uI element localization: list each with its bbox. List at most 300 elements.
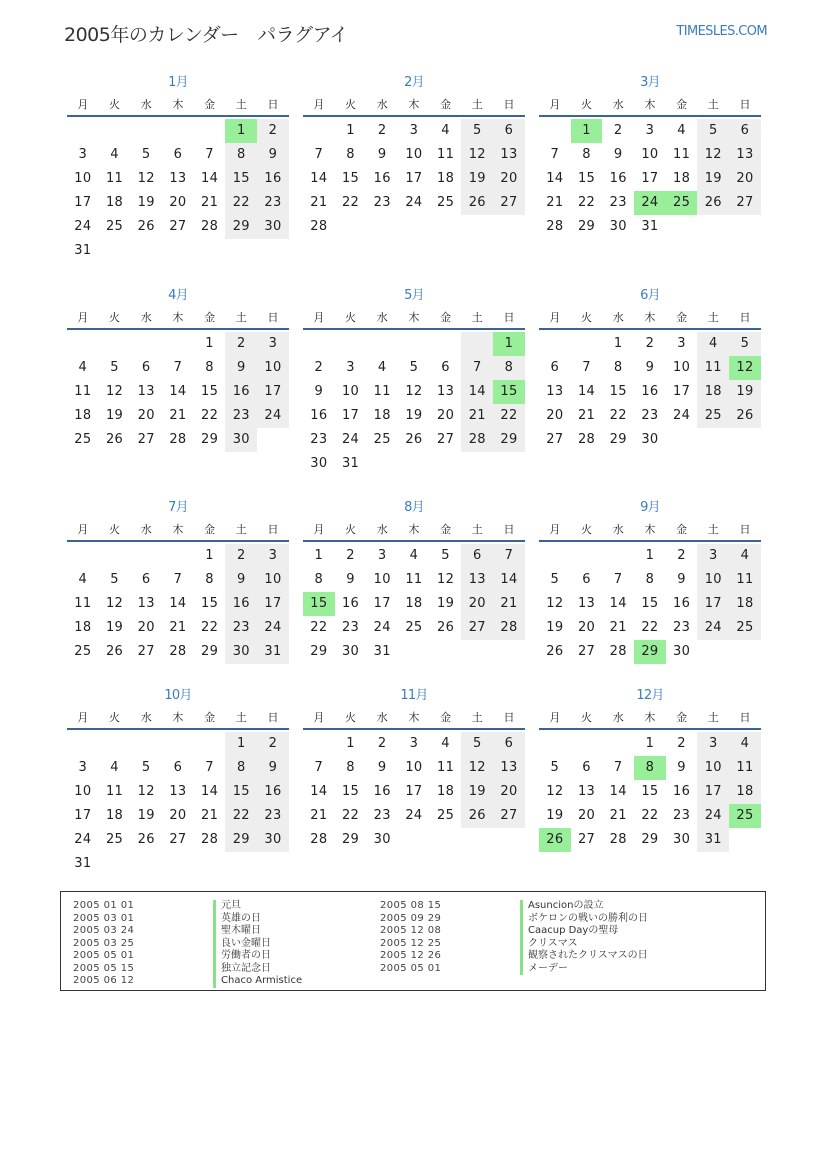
day-cell[interactable]: 27 bbox=[577, 832, 596, 847]
day-cell[interactable]: 17 bbox=[74, 195, 92, 210]
day-cell[interactable]: 4 bbox=[441, 123, 450, 138]
day-cell[interactable]: 15 bbox=[225, 167, 257, 191]
day-cell[interactable]: 5 bbox=[409, 360, 419, 375]
day-cell[interactable]: 18 bbox=[437, 171, 455, 186]
day-cell[interactable]: 8 bbox=[205, 572, 214, 587]
day-cell[interactable]: 28 bbox=[201, 219, 219, 234]
day-cell[interactable]: 10 bbox=[405, 147, 423, 162]
day-cell[interactable]: 9 bbox=[225, 568, 257, 592]
day-cell[interactable]: 17 bbox=[341, 408, 360, 423]
day-cell[interactable]: 19 bbox=[437, 596, 455, 611]
day-cell[interactable]: 5 bbox=[441, 548, 450, 563]
day-cell[interactable]: 27 bbox=[461, 616, 493, 640]
day-cell[interactable]: 25 bbox=[74, 644, 92, 659]
day-cell[interactable]: 5 bbox=[141, 147, 151, 162]
day-cell[interactable]: 28 bbox=[169, 432, 187, 447]
day-cell[interactable]: 10 bbox=[373, 572, 391, 587]
day-cell[interactable]: 15 bbox=[341, 784, 360, 799]
day-cell[interactable]: 4 bbox=[677, 123, 686, 138]
day-cell[interactable]: 16 bbox=[373, 171, 391, 186]
day-cell[interactable]: 9 bbox=[225, 356, 257, 380]
day-cell[interactable]: 12 bbox=[546, 596, 564, 611]
day-cell[interactable]: 28 bbox=[169, 644, 187, 659]
day-cell[interactable]: 26 bbox=[437, 620, 455, 635]
day-cell[interactable]: 10 bbox=[673, 360, 691, 375]
day-cell[interactable]: 2 bbox=[314, 360, 324, 375]
day-cell[interactable]: 31 bbox=[74, 856, 92, 871]
day-cell[interactable]: 28 bbox=[310, 219, 328, 234]
day-cell[interactable]: 29 bbox=[641, 832, 659, 847]
day-cell[interactable]: 21 bbox=[546, 195, 564, 210]
day-cell[interactable]: 8 bbox=[493, 356, 525, 380]
day-cell[interactable]: 6 bbox=[141, 572, 151, 587]
day-cell[interactable]: 28 bbox=[493, 616, 525, 640]
day-cell[interactable]: 1 bbox=[613, 336, 623, 351]
day-cell[interactable]: 11 bbox=[74, 384, 92, 399]
day-cell[interactable]: 17 bbox=[257, 380, 289, 404]
day-cell[interactable]: 6 bbox=[173, 760, 183, 775]
day-cell[interactable]: 29 bbox=[341, 832, 360, 847]
day-cell[interactable]: 6 bbox=[141, 360, 151, 375]
day-cell[interactable]: 20 bbox=[169, 808, 187, 823]
day-cell[interactable]: 15 bbox=[493, 380, 525, 404]
day-cell[interactable]: 16 bbox=[257, 780, 289, 804]
day-cell[interactable]: 5 bbox=[110, 572, 119, 587]
day-cell[interactable]: 21 bbox=[577, 408, 596, 423]
day-cell[interactable]: 18 bbox=[373, 408, 391, 423]
day-cell[interactable]: 16 bbox=[673, 784, 691, 799]
day-cell[interactable]: 2 bbox=[346, 548, 355, 563]
day-cell[interactable]: 12 bbox=[105, 384, 124, 399]
day-cell[interactable]: 19 bbox=[729, 380, 761, 404]
day-cell[interactable]: 26 bbox=[105, 644, 124, 659]
day-cell[interactable]: 29 bbox=[225, 828, 257, 852]
day-cell[interactable]: 2 bbox=[645, 336, 655, 351]
day-cell[interactable]: 23 bbox=[257, 191, 289, 215]
day-cell[interactable]: 15 bbox=[341, 171, 360, 186]
day-cell[interactable]: 14 bbox=[169, 596, 187, 611]
day-cell[interactable]: 8 bbox=[613, 360, 623, 375]
day-cell[interactable]: 16 bbox=[373, 784, 391, 799]
day-cell[interactable]: 12 bbox=[105, 596, 124, 611]
day-cell[interactable]: 15 bbox=[201, 596, 219, 611]
day-cell[interactable]: 24 bbox=[697, 804, 729, 828]
day-cell[interactable]: 23 bbox=[609, 195, 627, 210]
day-cell[interactable]: 21 bbox=[310, 808, 328, 823]
day-cell[interactable]: 13 bbox=[577, 784, 596, 799]
day-cell[interactable]: 17 bbox=[257, 592, 289, 616]
day-cell[interactable]: 6 bbox=[729, 119, 761, 143]
day-cell[interactable]: 2 bbox=[377, 123, 387, 138]
day-cell[interactable]: 3 bbox=[409, 736, 419, 751]
day-cell[interactable]: 10 bbox=[697, 568, 729, 592]
day-cell[interactable]: 29 bbox=[493, 428, 525, 452]
day-cell[interactable]: 26 bbox=[539, 828, 571, 852]
day-cell[interactable]: 11 bbox=[105, 171, 124, 186]
day-cell[interactable]: 24 bbox=[634, 191, 666, 215]
day-cell[interactable]: 7 bbox=[173, 572, 183, 587]
day-cell[interactable]: 30 bbox=[673, 644, 691, 659]
day-cell[interactable]: 30 bbox=[225, 428, 257, 452]
day-cell[interactable]: 13 bbox=[546, 384, 564, 399]
day-cell[interactable]: 28 bbox=[577, 432, 596, 447]
day-cell[interactable]: 1 bbox=[225, 119, 257, 143]
day-cell[interactable]: 3 bbox=[257, 544, 289, 568]
site-link[interactable]: TIMESLES.COM bbox=[676, 24, 767, 39]
day-cell[interactable]: 15 bbox=[641, 784, 659, 799]
day-cell[interactable]: 14 bbox=[546, 171, 564, 186]
day-cell[interactable]: 30 bbox=[257, 215, 289, 239]
day-cell[interactable]: 19 bbox=[137, 195, 155, 210]
day-cell[interactable]: 3 bbox=[697, 732, 729, 756]
day-cell[interactable]: 14 bbox=[493, 568, 525, 592]
day-cell[interactable]: 8 bbox=[225, 756, 257, 780]
day-cell[interactable]: 18 bbox=[729, 780, 761, 804]
day-cell[interactable]: 7 bbox=[205, 147, 214, 162]
day-cell[interactable]: 9 bbox=[645, 360, 655, 375]
day-cell[interactable]: 4 bbox=[78, 360, 88, 375]
day-cell[interactable]: 13 bbox=[461, 568, 493, 592]
day-cell[interactable]: 19 bbox=[546, 620, 564, 635]
day-cell[interactable]: 30 bbox=[641, 432, 659, 447]
day-cell[interactable]: 23 bbox=[257, 804, 289, 828]
day-cell[interactable]: 10 bbox=[641, 147, 659, 162]
day-cell[interactable]: 18 bbox=[729, 592, 761, 616]
day-cell[interactable]: 3 bbox=[697, 544, 729, 568]
day-cell[interactable]: 17 bbox=[697, 780, 729, 804]
day-cell[interactable]: 1 bbox=[645, 548, 655, 563]
day-cell[interactable]: 10 bbox=[257, 356, 289, 380]
day-cell[interactable]: 7 bbox=[205, 760, 214, 775]
day-cell[interactable]: 24 bbox=[673, 408, 691, 423]
day-cell[interactable]: 17 bbox=[373, 596, 391, 611]
day-cell[interactable]: 9 bbox=[677, 760, 686, 775]
day-cell[interactable]: 23 bbox=[641, 408, 659, 423]
day-cell[interactable]: 19 bbox=[105, 408, 124, 423]
day-cell[interactable]: 15 bbox=[201, 384, 219, 399]
day-cell[interactable]: 19 bbox=[461, 780, 493, 804]
day-cell[interactable]: 16 bbox=[310, 408, 328, 423]
day-cell[interactable]: 17 bbox=[405, 784, 423, 799]
day-cell[interactable]: 16 bbox=[641, 384, 659, 399]
day-cell[interactable]: 17 bbox=[697, 592, 729, 616]
day-cell[interactable]: 17 bbox=[74, 808, 92, 823]
day-cell[interactable]: 7 bbox=[493, 544, 525, 568]
day-cell[interactable]: 5 bbox=[110, 360, 119, 375]
day-cell[interactable]: 7 bbox=[613, 572, 623, 587]
day-cell[interactable]: 27 bbox=[437, 432, 455, 447]
day-cell[interactable]: 2 bbox=[377, 736, 387, 751]
day-cell[interactable]: 28 bbox=[609, 644, 627, 659]
day-cell[interactable]: 18 bbox=[74, 408, 92, 423]
day-cell[interactable]: 1 bbox=[493, 332, 525, 356]
day-cell[interactable]: 6 bbox=[550, 360, 560, 375]
day-cell[interactable]: 1 bbox=[205, 336, 214, 351]
day-cell[interactable]: 24 bbox=[697, 616, 729, 640]
day-cell[interactable]: 7 bbox=[314, 760, 324, 775]
day-cell[interactable]: 2 bbox=[257, 119, 289, 143]
day-cell[interactable]: 3 bbox=[409, 123, 419, 138]
day-cell[interactable]: 18 bbox=[74, 620, 92, 635]
day-cell[interactable]: 19 bbox=[137, 808, 155, 823]
day-cell[interactable]: 11 bbox=[437, 760, 455, 775]
day-cell[interactable]: 22 bbox=[609, 408, 627, 423]
day-cell[interactable]: 5 bbox=[729, 332, 761, 356]
day-cell[interactable]: 14 bbox=[609, 784, 627, 799]
day-cell[interactable]: 2 bbox=[677, 548, 686, 563]
day-cell[interactable]: 7 bbox=[613, 760, 623, 775]
day-cell[interactable]: 7 bbox=[461, 356, 493, 380]
day-cell[interactable]: 16 bbox=[225, 592, 257, 616]
day-cell[interactable]: 21 bbox=[609, 808, 627, 823]
day-cell[interactable]: 22 bbox=[225, 804, 257, 828]
day-cell[interactable]: 6 bbox=[493, 732, 525, 756]
day-cell[interactable]: 4 bbox=[377, 360, 387, 375]
day-cell[interactable]: 3 bbox=[677, 336, 686, 351]
day-cell[interactable]: 1 bbox=[205, 548, 214, 563]
day-cell[interactable]: 23 bbox=[225, 404, 257, 428]
day-cell[interactable]: 14 bbox=[169, 384, 187, 399]
day-cell[interactable]: 18 bbox=[437, 784, 455, 799]
day-cell[interactable]: 7 bbox=[173, 360, 183, 375]
day-cell[interactable]: 23 bbox=[225, 616, 257, 640]
day-cell[interactable]: 5 bbox=[461, 732, 493, 756]
day-cell[interactable]: 9 bbox=[257, 756, 289, 780]
day-cell[interactable]: 28 bbox=[201, 832, 219, 847]
day-cell[interactable]: 20 bbox=[493, 780, 525, 804]
day-cell[interactable]: 10 bbox=[405, 760, 423, 775]
day-cell[interactable]: 22 bbox=[225, 191, 257, 215]
day-cell[interactable]: 10 bbox=[341, 384, 360, 399]
day-cell[interactable]: 20 bbox=[729, 167, 761, 191]
day-cell[interactable]: 12 bbox=[546, 784, 564, 799]
day-cell[interactable]: 22 bbox=[341, 195, 360, 210]
day-cell[interactable]: 14 bbox=[577, 384, 596, 399]
day-cell[interactable]: 19 bbox=[461, 167, 493, 191]
day-cell[interactable]: 2 bbox=[677, 736, 686, 751]
day-cell[interactable]: 30 bbox=[609, 219, 627, 234]
day-cell[interactable]: 20 bbox=[137, 620, 155, 635]
day-cell[interactable]: 25 bbox=[729, 804, 761, 828]
day-cell[interactable]: 1 bbox=[346, 736, 355, 751]
day-cell[interactable]: 20 bbox=[461, 592, 493, 616]
day-cell[interactable]: 25 bbox=[437, 195, 455, 210]
day-cell[interactable]: 27 bbox=[546, 432, 564, 447]
day-cell[interactable]: 18 bbox=[105, 808, 124, 823]
day-cell[interactable]: 27 bbox=[137, 644, 155, 659]
day-cell[interactable]: 27 bbox=[577, 644, 596, 659]
day-cell[interactable]: 3 bbox=[377, 548, 387, 563]
day-cell[interactable]: 7 bbox=[582, 360, 591, 375]
day-cell[interactable]: 25 bbox=[74, 432, 92, 447]
day-cell[interactable]: 9 bbox=[377, 760, 387, 775]
day-cell[interactable]: 17 bbox=[405, 171, 423, 186]
day-cell[interactable]: 5 bbox=[550, 572, 560, 587]
day-cell[interactable]: 29 bbox=[310, 644, 328, 659]
day-cell[interactable]: 28 bbox=[609, 832, 627, 847]
day-cell[interactable]: 20 bbox=[546, 408, 564, 423]
day-cell[interactable]: 1 bbox=[645, 736, 655, 751]
day-cell[interactable]: 1 bbox=[225, 732, 257, 756]
day-cell[interactable]: 3 bbox=[257, 332, 289, 356]
day-cell[interactable]: 30 bbox=[373, 832, 391, 847]
day-cell[interactable]: 21 bbox=[493, 592, 525, 616]
day-cell[interactable]: 6 bbox=[493, 119, 525, 143]
day-cell[interactable]: 11 bbox=[729, 756, 761, 780]
day-cell[interactable]: 1 bbox=[314, 548, 324, 563]
day-cell[interactable]: 21 bbox=[310, 195, 328, 210]
day-cell[interactable]: 24 bbox=[74, 832, 92, 847]
day-cell[interactable]: 2 bbox=[225, 332, 257, 356]
day-cell[interactable]: 14 bbox=[201, 784, 219, 799]
day-cell[interactable]: 23 bbox=[673, 620, 691, 635]
day-cell[interactable]: 30 bbox=[225, 640, 257, 664]
day-cell[interactable]: 4 bbox=[110, 147, 119, 162]
day-cell[interactable]: 23 bbox=[310, 432, 328, 447]
day-cell[interactable]: 10 bbox=[257, 568, 289, 592]
day-cell[interactable]: 24 bbox=[257, 404, 289, 428]
day-cell[interactable]: 14 bbox=[201, 171, 219, 186]
day-cell[interactable]: 24 bbox=[405, 808, 423, 823]
day-cell[interactable]: 5 bbox=[697, 119, 729, 143]
day-cell[interactable]: 8 bbox=[314, 572, 324, 587]
day-cell[interactable]: 22 bbox=[201, 408, 219, 423]
day-cell[interactable]: 18 bbox=[105, 195, 124, 210]
day-cell[interactable]: 8 bbox=[645, 572, 655, 587]
day-cell[interactable]: 14 bbox=[609, 596, 627, 611]
day-cell[interactable]: 28 bbox=[546, 219, 564, 234]
day-cell[interactable]: 25 bbox=[373, 432, 391, 447]
day-cell[interactable]: 27 bbox=[169, 219, 187, 234]
day-cell[interactable]: 11 bbox=[673, 147, 691, 162]
day-cell[interactable]: 4 bbox=[78, 572, 88, 587]
day-cell[interactable]: 23 bbox=[673, 808, 691, 823]
day-cell[interactable]: 22 bbox=[201, 620, 219, 635]
day-cell[interactable]: 15 bbox=[577, 171, 596, 186]
day-cell[interactable]: 29 bbox=[225, 215, 257, 239]
day-cell[interactable]: 11 bbox=[74, 596, 92, 611]
day-cell[interactable]: 19 bbox=[697, 167, 729, 191]
day-cell[interactable]: 5 bbox=[461, 119, 493, 143]
day-cell[interactable]: 25 bbox=[437, 808, 455, 823]
day-cell[interactable]: 23 bbox=[373, 195, 391, 210]
day-cell[interactable]: 4 bbox=[110, 760, 119, 775]
day-cell[interactable]: 13 bbox=[169, 171, 187, 186]
day-cell[interactable]: 7 bbox=[550, 147, 560, 162]
day-cell[interactable]: 16 bbox=[673, 596, 691, 611]
day-cell[interactable]: 26 bbox=[137, 219, 155, 234]
day-cell[interactable]: 1 bbox=[571, 119, 603, 143]
day-cell[interactable]: 15 bbox=[225, 780, 257, 804]
day-cell[interactable]: 26 bbox=[405, 432, 423, 447]
day-cell[interactable]: 28 bbox=[310, 832, 328, 847]
day-cell[interactable]: 13 bbox=[169, 784, 187, 799]
day-cell[interactable]: 3 bbox=[346, 360, 355, 375]
day-cell[interactable]: 7 bbox=[314, 147, 324, 162]
day-cell[interactable]: 16 bbox=[257, 167, 289, 191]
day-cell[interactable]: 6 bbox=[173, 147, 183, 162]
day-cell[interactable]: 10 bbox=[74, 171, 92, 186]
day-cell[interactable]: 13 bbox=[437, 384, 455, 399]
day-cell[interactable]: 26 bbox=[729, 404, 761, 428]
day-cell[interactable]: 29 bbox=[201, 644, 219, 659]
day-cell[interactable]: 18 bbox=[697, 380, 729, 404]
day-cell[interactable]: 31 bbox=[373, 644, 391, 659]
day-cell[interactable]: 3 bbox=[78, 760, 88, 775]
day-cell[interactable]: 13 bbox=[137, 596, 155, 611]
day-cell[interactable]: 8 bbox=[346, 147, 355, 162]
day-cell[interactable]: 15 bbox=[609, 384, 627, 399]
day-cell[interactable]: 18 bbox=[405, 596, 423, 611]
day-cell[interactable]: 6 bbox=[441, 360, 450, 375]
day-cell[interactable]: 11 bbox=[405, 572, 423, 587]
day-cell[interactable]: 9 bbox=[377, 147, 387, 162]
day-cell[interactable]: 30 bbox=[341, 644, 360, 659]
day-cell[interactable]: 23 bbox=[373, 808, 391, 823]
day-cell[interactable]: 11 bbox=[373, 384, 391, 399]
day-cell[interactable]: 2 bbox=[225, 544, 257, 568]
day-cell[interactable]: 6 bbox=[582, 760, 591, 775]
day-cell[interactable]: 13 bbox=[729, 143, 761, 167]
day-cell[interactable]: 27 bbox=[729, 191, 761, 215]
day-cell[interactable]: 20 bbox=[169, 195, 187, 210]
day-cell[interactable]: 21 bbox=[169, 620, 187, 635]
day-cell[interactable]: 11 bbox=[729, 568, 761, 592]
day-cell[interactable]: 20 bbox=[577, 620, 596, 635]
day-cell[interactable]: 19 bbox=[405, 408, 423, 423]
day-cell[interactable]: 29 bbox=[201, 432, 219, 447]
day-cell[interactable]: 30 bbox=[310, 456, 328, 471]
day-cell[interactable]: 8 bbox=[634, 756, 666, 780]
day-cell[interactable]: 11 bbox=[697, 356, 729, 380]
day-cell[interactable]: 20 bbox=[577, 808, 596, 823]
day-cell[interactable]: 26 bbox=[461, 804, 493, 828]
day-cell[interactable]: 31 bbox=[74, 243, 92, 258]
day-cell[interactable]: 12 bbox=[461, 756, 493, 780]
day-cell[interactable]: 11 bbox=[105, 784, 124, 799]
day-cell[interactable]: 26 bbox=[461, 191, 493, 215]
day-cell[interactable]: 9 bbox=[346, 572, 355, 587]
day-cell[interactable]: 27 bbox=[493, 804, 525, 828]
day-cell[interactable]: 26 bbox=[546, 644, 564, 659]
day-cell[interactable]: 25 bbox=[729, 616, 761, 640]
day-cell[interactable]: 8 bbox=[346, 760, 355, 775]
day-cell[interactable]: 14 bbox=[310, 171, 328, 186]
day-cell[interactable]: 12 bbox=[137, 171, 155, 186]
day-cell[interactable]: 24 bbox=[74, 219, 92, 234]
day-cell[interactable]: 2 bbox=[613, 123, 623, 138]
day-cell[interactable]: 6 bbox=[461, 544, 493, 568]
day-cell[interactable]: 30 bbox=[673, 832, 691, 847]
day-cell[interactable]: 11 bbox=[437, 147, 455, 162]
day-cell[interactable]: 13 bbox=[137, 384, 155, 399]
day-cell[interactable]: 25 bbox=[666, 191, 698, 215]
day-cell[interactable]: 13 bbox=[493, 143, 525, 167]
day-cell[interactable]: 31 bbox=[641, 219, 659, 234]
day-cell[interactable]: 16 bbox=[341, 596, 360, 611]
day-cell[interactable]: 31 bbox=[341, 456, 360, 471]
day-cell[interactable]: 8 bbox=[225, 143, 257, 167]
day-cell[interactable]: 26 bbox=[105, 432, 124, 447]
day-cell[interactable]: 4 bbox=[729, 544, 761, 568]
day-cell[interactable]: 24 bbox=[405, 195, 423, 210]
day-cell[interactable]: 24 bbox=[257, 616, 289, 640]
day-cell[interactable]: 17 bbox=[673, 384, 691, 399]
day-cell[interactable]: 14 bbox=[461, 380, 493, 404]
day-cell[interactable]: 22 bbox=[641, 808, 659, 823]
day-cell[interactable]: 30 bbox=[257, 828, 289, 852]
day-cell[interactable]: 12 bbox=[697, 143, 729, 167]
